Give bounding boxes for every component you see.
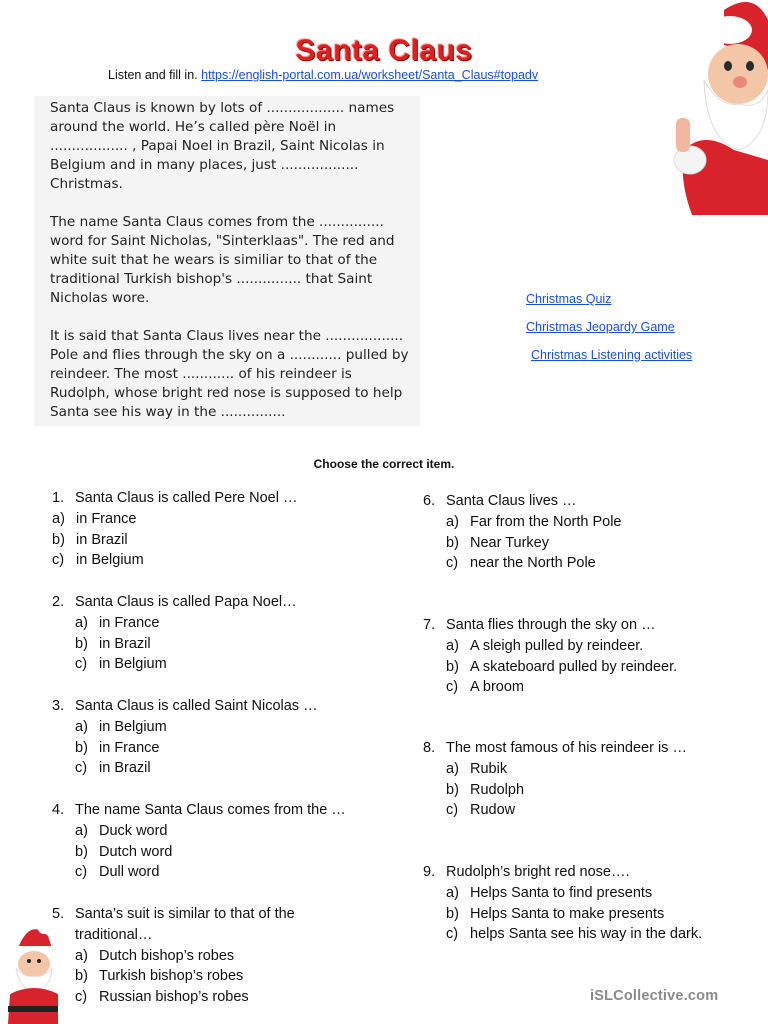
passage-paragraph-2: The name Santa Claus comes from the ............... word for Saint Nicholas, "Sinterklaas". The red and white suit that he wears is similiar to that of the traditional Turkish bishop's ............... that Saint Nicholas wore. bbox=[50, 214, 395, 306]
option-letter: a) bbox=[446, 760, 459, 777]
option-text: Helps Santa to find presents bbox=[470, 884, 653, 901]
option-text: A broom bbox=[470, 679, 524, 696]
option-letter: c) bbox=[75, 989, 88, 1006]
question-number: 3. bbox=[52, 698, 65, 714]
option-letter: a) bbox=[75, 718, 88, 735]
option-text: in Brazil bbox=[99, 760, 151, 777]
option-text: in Brazil bbox=[99, 635, 151, 652]
question-6 bbox=[423, 491, 622, 574]
option-letter: b) bbox=[446, 781, 459, 798]
option-letter: c) bbox=[75, 864, 88, 881]
option-letter: b) bbox=[75, 635, 88, 652]
option-letter: c) bbox=[446, 926, 459, 943]
question-text: Santa Claus is called Saint Nicolas … bbox=[75, 698, 318, 714]
passage-paragraph-1: Santa Claus is known by lots of .................. names around the world. He’s called père Noël in .................. , Papai Noel in Brazil, Saint Nicolas in Belgium and in many places, just .................. Christmas. bbox=[50, 100, 395, 192]
santa-illustration bbox=[664, 0, 768, 215]
question-number: 5. bbox=[52, 906, 65, 922]
question-5 bbox=[52, 904, 352, 1008]
option-text: Dutch word bbox=[99, 843, 173, 860]
site-watermark: iSLCollective.com bbox=[590, 988, 719, 1004]
question-text: The most famous of his reindeer is … bbox=[446, 740, 687, 756]
question-text: Santa flies through the sky on … bbox=[446, 617, 656, 633]
option-text: Dull word bbox=[99, 864, 160, 881]
question-number: 4. bbox=[52, 802, 65, 818]
option-text: near the North Pole bbox=[470, 555, 596, 572]
page-title: Santa Claus bbox=[295, 34, 473, 67]
option-letter: b) bbox=[52, 531, 65, 548]
question-1 bbox=[52, 488, 297, 571]
option-text: in Brazil bbox=[76, 531, 128, 548]
option-letter: c) bbox=[75, 656, 88, 673]
question-number: 8. bbox=[423, 740, 436, 756]
subtitle-text: Listen and fill in. bbox=[108, 68, 198, 82]
option-letter: b) bbox=[75, 739, 88, 756]
question-2 bbox=[52, 592, 297, 675]
question-text: Santa’s suit is similar to that of the traditional… bbox=[75, 906, 295, 943]
option-letter: a) bbox=[75, 614, 88, 631]
option-letter: c) bbox=[446, 802, 459, 819]
option-text: in Belgium bbox=[76, 552, 144, 569]
option-letter: a) bbox=[75, 947, 88, 964]
option-letter: c) bbox=[75, 760, 88, 777]
question-9 bbox=[423, 862, 702, 945]
option-text: in France bbox=[76, 510, 137, 527]
option-text: Rubik bbox=[470, 760, 508, 777]
option-letter: a) bbox=[52, 510, 65, 527]
link-christmas-jeopardy[interactable]: Christmas Jeopardy Game bbox=[526, 320, 675, 334]
option-letter: b) bbox=[446, 658, 459, 675]
question-text: Santa Claus lives … bbox=[446, 493, 577, 509]
question-number: 2. bbox=[52, 594, 65, 610]
worksheet-link[interactable]: https://english-portal.com.ua/worksheet/Santa_Claus#topadv bbox=[201, 68, 539, 82]
option-text: Russian bishop’s robes bbox=[99, 989, 249, 1006]
option-letter: b) bbox=[75, 968, 88, 985]
question-8 bbox=[423, 738, 687, 821]
option-letter: c) bbox=[446, 555, 459, 572]
option-text: in France bbox=[99, 739, 160, 756]
option-text: Duck word bbox=[99, 822, 168, 839]
question-3 bbox=[52, 696, 318, 779]
option-text: Helps Santa to make presents bbox=[470, 905, 665, 922]
question-number: 7. bbox=[423, 617, 436, 633]
option-letter: a) bbox=[446, 637, 459, 654]
option-text: helps Santa see his way in the dark. bbox=[470, 926, 703, 943]
question-text: Santa Claus is called Papa Noel… bbox=[75, 594, 297, 610]
option-text: Rudolph bbox=[470, 781, 525, 798]
option-text: Far from the North Pole bbox=[470, 513, 622, 530]
link-christmas-quiz[interactable]: Christmas Quiz bbox=[526, 292, 612, 306]
question-number: 1. bbox=[52, 490, 65, 506]
option-text: in France bbox=[99, 614, 160, 631]
subtitle bbox=[108, 68, 538, 82]
option-text: A skateboard pulled by reindeer. bbox=[470, 658, 678, 675]
option-letter: a) bbox=[75, 822, 88, 839]
option-letter: c) bbox=[446, 679, 459, 696]
option-letter: b) bbox=[446, 534, 459, 551]
option-text: A sleigh pulled by reindeer. bbox=[470, 637, 644, 654]
option-text: Rudow bbox=[470, 802, 516, 819]
question-text: The name Santa Claus comes from the … bbox=[75, 802, 346, 818]
question-number: 9. bbox=[423, 864, 436, 880]
option-letter: a) bbox=[446, 513, 459, 530]
question-4 bbox=[52, 800, 346, 883]
question-number: 6. bbox=[423, 493, 436, 509]
option-text: Near Turkey bbox=[470, 534, 549, 551]
option-letter: a) bbox=[446, 884, 459, 901]
link-christmas-listening[interactable]: Christmas Listening activities bbox=[531, 348, 693, 362]
quiz-instructions: Choose the correct item. bbox=[313, 457, 455, 471]
option-text: in Belgium bbox=[99, 656, 167, 673]
option-letter: b) bbox=[446, 905, 459, 922]
question-text: Rudolph’s bright red nose…. bbox=[446, 864, 630, 880]
question-text: Santa Claus is called Pere Noel … bbox=[75, 490, 298, 506]
listening-passage bbox=[34, 96, 420, 426]
option-letter: b) bbox=[75, 843, 88, 860]
option-text: Turkish bishop’s robes bbox=[99, 968, 244, 985]
option-text: Dutch bishop’s robes bbox=[99, 947, 235, 964]
passage-paragraph-3: It is said that Santa Claus lives near the .................. Pole and flies through the sky on a ............ pulled by reindeer. The most ............ of his reindeer is Rudolph, whose bright red nose is supposed to help Santa see his way in the ............... bbox=[50, 328, 409, 420]
option-letter: c) bbox=[52, 552, 65, 569]
option-text: in Belgium bbox=[99, 718, 167, 735]
small-santa-illustration bbox=[0, 918, 62, 1024]
question-7 bbox=[423, 615, 677, 698]
